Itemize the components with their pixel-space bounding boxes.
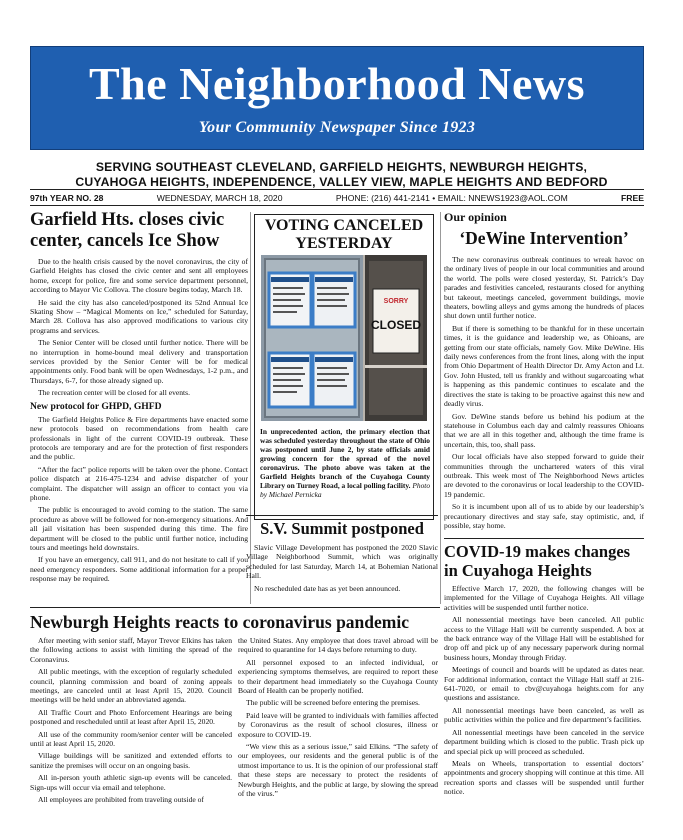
photo-credit: Photo by Michael Pernicka	[260, 481, 431, 499]
coverage-line-2: CUYAHOGA HEIGHTS, INDEPENDENCE, VALLEY VIEW, MAPLE HEIGHTS AND BEDFORD	[75, 175, 608, 189]
photo-feature	[254, 214, 434, 520]
garfield-headline: Garfield Hts. closes civic center, cancels Ice Show	[30, 210, 225, 251]
cuyahoga-paragraph: All nonessential meetings have been canceled in the service department building which is closed to the public. Trash pick up and special pick up will proceed as scheduled.	[444, 727, 644, 756]
garfield-paragraph: Due to the health crisis caused by the novel coronavirus, the city of Garfield Heights has closed the civic center and sent all employees home, except for police, fire and some service department personnel, according to Mayor Vic Collova. The closure begins today, March 18.	[30, 257, 248, 295]
opinion-paragraph: But if there is something to be thankful for in these uncertain times, it is the guidance and leadership we, as Ohioans, are getting from our state officials, namely Gov. Mike DeWine. His daily news conferences from the front lines, along with the input from Ohio Department of Health Director Dr. Amy Acton and Lt. Gov. John Husted, tell us frankly and without sugarcoating what is happening as this pandemic continues to escalate and the directives the state is taking to be proactive against this new and deadly virus.	[444, 323, 644, 409]
newburgh-paragraph: All employees are prohibited from traveling outside of	[38, 795, 204, 805]
opinion-paragraph: So it is incumbent upon all of us to abide by our leadership’s precautionary directives and stay safe, stay optimistic, and, if possible, stay home.	[444, 502, 644, 530]
photo-caption	[260, 427, 430, 499]
newburgh-paragraph: All Traffic Court and Photo Enforcement Hearings are being postponed and rescheduled until at least after April 15, 2020.	[30, 707, 232, 727]
newspaper-title: The Neighborhood News	[88, 58, 586, 109]
newburgh-headline: Newburgh Heights reacts to coronavirus pandemic	[30, 612, 409, 632]
cuyahoga-paragraph: Effective March 17, 2020, the following changes will be implemented for the Village of Cuyahoga Heights. All village activities will be suspended until further notice.	[444, 584, 644, 612]
newburgh-column-1	[30, 636, 232, 808]
cuyahoga-headline: COVID-19 makes changes in Cuyahoga Heights	[444, 542, 631, 580]
cuyahoga-rule	[444, 538, 644, 539]
opinion-paragraph: Gov. DeWine stands before us behind his podium at the statehouse in Columbus each day and calmly reassures Ohioans that we are all in this together and, although the time frame is uncertain, this, too, shall pass.	[444, 411, 644, 449]
garfield-paragraph: He said the city has also canceled/postponed its 52nd Annual Ice Skating Show – “Magical Moments on Ice,” scheduled for Saturday, March 28. Collova has also approved modifications to various city programs and services.	[30, 297, 248, 335]
issue-date: WEDNESDAY, MARCH 18, 2020	[156, 192, 283, 203]
opinion-article	[444, 210, 644, 533]
polling-place-photo	[261, 255, 427, 421]
coverage-line-1: SERVING SOUTHEAST CLEVELAND, GARFIELD HEIGHTS, NEWBURGH HEIGHTS,	[95, 160, 588, 174]
cuyahoga-paragraph: Meetings of council and boards will be updated as dates near. For additional information, contact the Village Hall staff at 216-641-7020, or email to cbv@cuyahoga heights.com for any questions and assistance.	[444, 665, 644, 703]
newburgh-rule	[30, 607, 440, 608]
newburgh-paragraph: Village buildings will be sanitized and extended efforts to sanitize the premises will occur on an ongoing basis.	[30, 751, 232, 770]
newburgh-paragraph: Paid leave will be granted to individuals with families affected by Coronavirus as the result of school closures, illness or exposure to COVID-19.	[238, 710, 438, 739]
price: FREE	[621, 192, 644, 203]
svsummit-article	[246, 515, 438, 600]
cuyahoga-paragraph: Meals on Wheels, transportation to essential doctors’ appointments and grocery shopping will continue at this time. All recreation sports and classes will be suspended until further notice.	[444, 758, 644, 797]
garfield-paragraph: The public is encouraged to avoid coming to the station. The same procedure as above will be followed for non-emergency situations. And all jail visitation has been suspended during this time. The fire department will be closed to the public until further notice, including tours and meetings held downstairs.	[30, 505, 248, 552]
closed-door-image	[261, 255, 427, 421]
opinion-paragraph: Our local officials have also stepped forward to guide their communities through the unchartered waters of this viral outbreak. This week most of The Neighborhood News articles are devoted to the coronavirus or local leadership to the COVID-19 pandemic.	[444, 452, 644, 499]
photo-headline: VOTING CANCELED YESTERDAY	[264, 217, 424, 252]
garfield-paragraph: The Garfield Heights Police & Fire departments have enacted some new protocols based on recommendations from health care professionals in light of the current COVID-19 outbreak. These protocols are temporary and are for the protection of first responders and the public.	[30, 414, 248, 462]
garfield-paragraph: The Senior Center will be closed until further notice. There will be no interruption in home-bound meal delivery and transportation services provided by the Senior Center will be for medical appointments only. Food bank will be open Wednesdays, 1-2 p.m., and Thursdays, 6-7, for those already signed up.	[30, 338, 248, 385]
column-divider	[440, 212, 441, 604]
garfield-article	[30, 210, 248, 587]
newburgh-paragraph: All use of the community room/senior center will be canceled until at least April 15, 2020.	[30, 729, 232, 749]
cuyahoga-paragraph: All nonessential meetings have been canceled, as well as public activities within the police and fire department’s facilities.	[444, 705, 644, 725]
cuyahoga-article	[444, 542, 644, 800]
opinion-paragraph: The new coronavirus outbreak continues to wreak havoc on the ordinary lives of people in our local communities and around the world. The polls were closed yesterday, St. Patrick’s Day parades and festivities canceled, restaurants closed for anything but takeout, meetings canceled, government buildings, movie theaters, bowling alleys and gyms among the hundreds of places shut down until further notice.	[444, 255, 644, 321]
coverage-area	[0, 160, 683, 190]
dateline	[30, 192, 644, 206]
garfield-paragraph: If you have an emergency, call 911, and do not hesitate to call if you need emergency responders. Some additional information for a proper response may be required.	[30, 555, 248, 584]
garfield-paragraph: The recreation center will be closed for all events.	[38, 388, 191, 398]
contact-info: PHONE: (216) 441-2141 • EMAIL: NNEWS1923@AOL.COM	[335, 192, 568, 203]
opinion-kicker: Our opinion	[444, 210, 507, 224]
garfield-paragraph: “After the fact” police reports will be taken over the phone. Contact police dispatch at 216-475-1234 and advise dispatcher of your complaint. The dispatcher will assign an officer to contact you via phone.	[30, 464, 248, 502]
newburgh-column-2	[238, 636, 438, 802]
svsummit-paragraph: No rescheduled date has as yet been announced.	[254, 583, 401, 593]
newburgh-paragraph: the United States. Any employee that does travel abroad will be required to quarantine for 14 days before returning to duty.	[238, 636, 438, 655]
caption-text: In unprecedented action, the primary election that was scheduled yesterday throughout the state of Ohio was postponed until June 2, by state officials amid growing concern for the spread of the novel coronavirus. The photo above was taken at the Garfield Heights branch of the Cuyahoga County Library on Turney Road, a local polling facility.	[260, 427, 430, 490]
newburgh-paragraph: All in-person youth athletic sign-up events will be canceled. Sign-ups will occur via email and telephone.	[30, 773, 232, 792]
svsummit-body	[246, 543, 438, 593]
svsummit-paragraph: Slavic Village Development has postponed the 2020 Slavic Village Neighborhood Summit, which was originally scheduled for last Saturday, March 14, at Bohemian National Hall.	[246, 543, 438, 581]
issue-number: 97th YEAR NO. 28	[30, 192, 104, 203]
newburgh-paragraph: All public meetings, with the exception of regularly scheduled council, planning commission and board of zoning appeals meetings, are canceled until at least April 15, 2020. Council meetings will be held under an abbreviated agenda.	[30, 667, 232, 705]
masthead	[30, 46, 644, 150]
newburgh-paragraph: “We view this as a serious issue,” said Elkins. “The safety of our employees, our residents and the general public is of the utmost importance to us. It is the opinion of our professional staff that these steps are necessary to protect the residents of Newburgh Heights, and the public at large, by slowing the spread of the virus.”	[238, 742, 438, 799]
newburgh-paragraph: After meeting with senior staff, Mayor Trevor Elkins has taken the following actions to assist with limiting the spread of the Coronavirus.	[30, 636, 232, 664]
header-rule	[30, 189, 644, 190]
newburgh-paragraph: The public will be screened before entering the premises.	[246, 698, 420, 708]
sign-closed-text: CLOSED	[370, 318, 422, 332]
newburgh-paragraph: All personnel exposed to an infected individual, or experiencing symptoms themselves, are required to report these to their department head immediately so the Cuyahoga County Board of Health can be properly notified.	[238, 657, 438, 696]
cuyahoga-paragraph: All nonessential meetings have been canceled. All public access to the Village Hall will be currently suspended. A box at the back entrance way of the Village Hall will be established for drop off and pick up of any necessary paperwork during normal business hours, Monday through Friday.	[444, 615, 644, 662]
opinion-headline: ‘DeWine Intervention’	[459, 228, 629, 248]
sign-sorry-text: SORRY	[383, 298, 409, 305]
svsummit-headline: S.V. Summit postponed	[260, 519, 424, 538]
newspaper-tagline: Your Community Newspaper Since 1923	[198, 119, 476, 136]
garfield-subhead: New protocol for GHPD, GHFD	[30, 400, 162, 412]
